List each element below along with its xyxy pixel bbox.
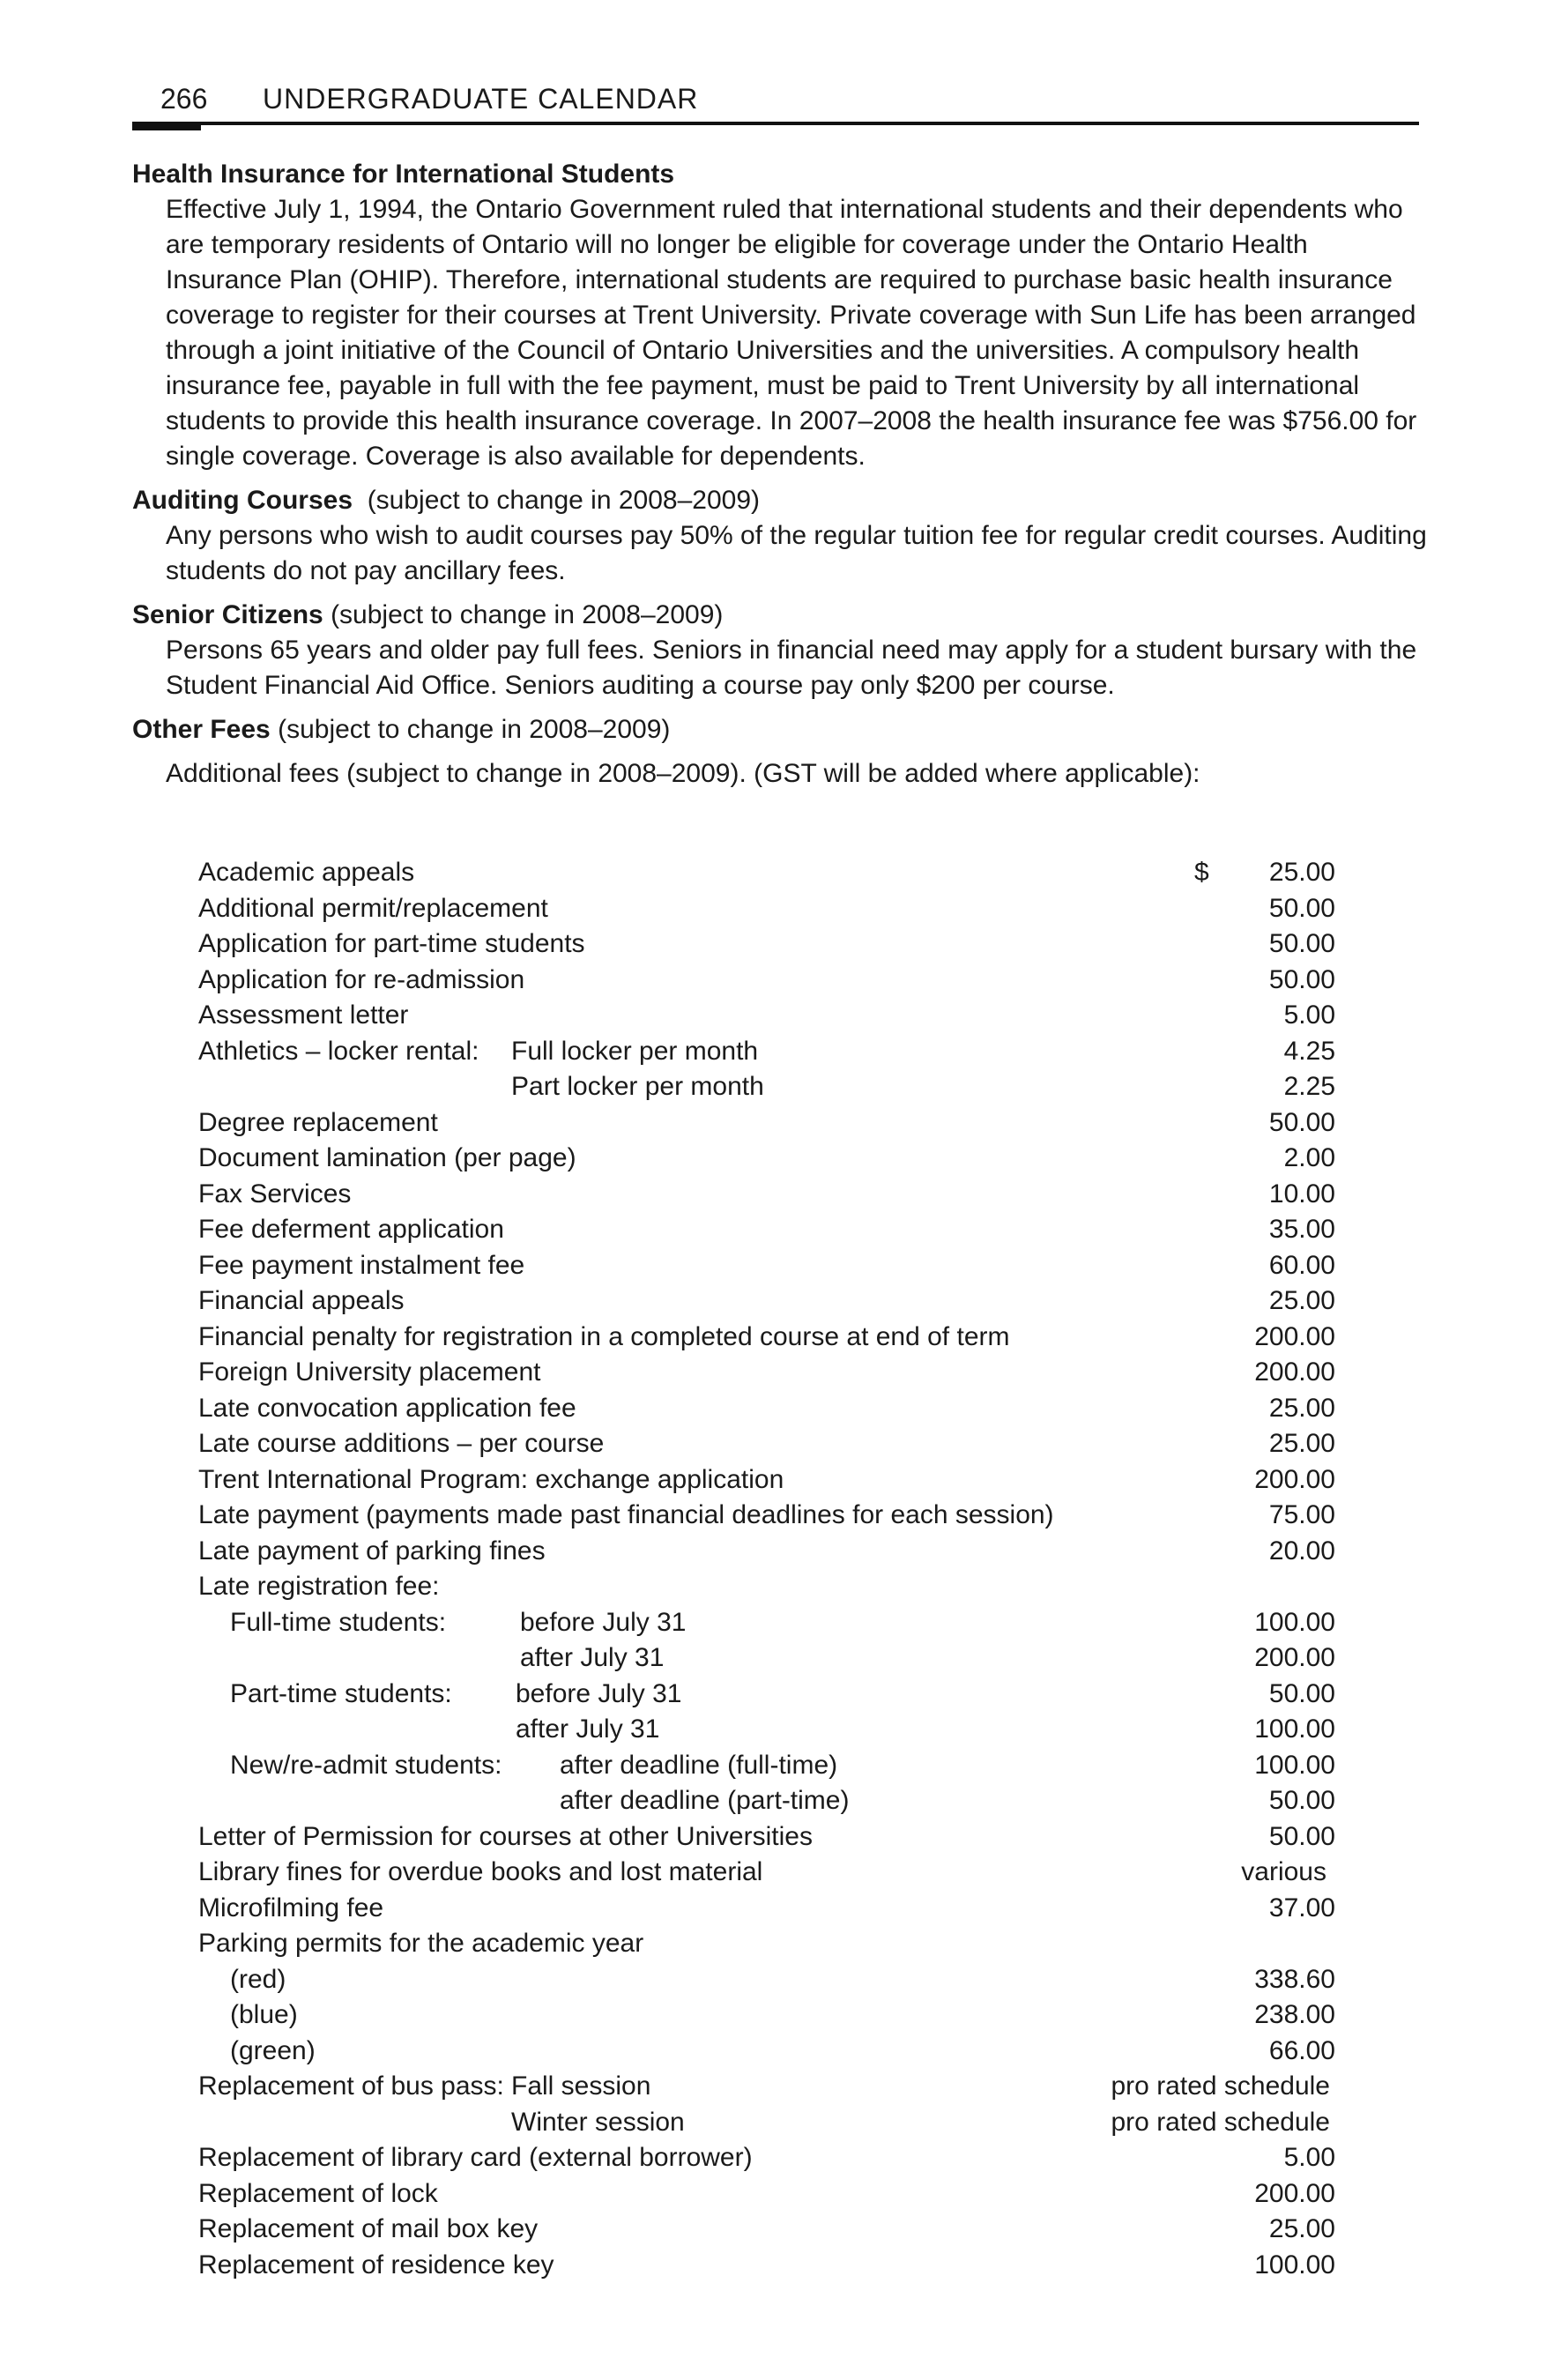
fee-row <box>198 891 1335 927</box>
fee-row <box>198 2034 1335 2070</box>
fee-sublabel: after July 31 <box>520 1643 665 1672</box>
fee-label: Late convocation application fee <box>198 1393 576 1423</box>
fee-row <box>198 1034 1335 1070</box>
fee-amount: 100.00 <box>1254 2250 1335 2280</box>
fee-row <box>198 1426 1335 1462</box>
fee-label: Replacement of library card (external borrower) <box>198 2143 753 2172</box>
fee-amount: 100.00 <box>1254 1607 1335 1637</box>
fee-row <box>198 1248 1335 1284</box>
fee-row <box>198 1498 1335 1534</box>
fee-label: Letter of Permission for courses at other Universities <box>198 1821 813 1851</box>
fee-amount: 25.00 <box>1268 1429 1335 1458</box>
fee-sublabel: Winter session <box>511 2107 685 2137</box>
fee-row <box>198 2248 1335 2284</box>
fee-label: (blue) <box>230 2000 298 2029</box>
fee-amount: 25.00 <box>1268 858 1335 887</box>
fee-row <box>198 1748 1335 1784</box>
fee-row <box>198 1462 1335 1499</box>
section-heading: Auditing Courses (subject to change in 2008–2009) <box>132 486 761 515</box>
fee-amount: 25.00 <box>1268 1393 1335 1423</box>
fee-amount: various <box>1241 1857 1326 1886</box>
header-tab-mark <box>132 122 201 130</box>
fee-amount: 5.00 <box>1283 1000 1335 1030</box>
fee-label: Assessment letter <box>198 1000 409 1030</box>
fee-label: Fax Services <box>198 1179 352 1209</box>
fee-amount: 2.00 <box>1283 1143 1335 1172</box>
fee-label: Replacement of lock <box>198 2178 438 2208</box>
section-senior-citizens <box>132 598 1428 703</box>
fee-label: New/re-admit students: <box>230 1750 502 1780</box>
fee-label: Document lamination (per page) <box>198 1143 576 1172</box>
fee-label: Trent International Program: exchange application <box>198 1464 784 1494</box>
section-body: Effective July 1, 1994, the Ontario Government ruled that international students and their dependents who are temporary residents of Ontario will no longer be eligible for coverage under the Ontario Health Insurance Plan (OHIP). Therefore, international students are required to purchase basic health insurance coverage to register for their courses at Trent University. Private coverage with Sun Life has been arranged through a joint initiative of the Council of Ontario Universities and the universities. A compulsory health insurance fee, payable in full with the fee payment, must be paid to Trent University by all international students to provide this health insurance coverage. In 2007–2008 the health insurance fee was $756.00 for single coverage. Coverage is also available for dependents. <box>166 195 1417 471</box>
section-heading: Other Fees (subject to change in 2008–2009) <box>132 715 671 744</box>
fee-amount: 60.00 <box>1268 1250 1335 1280</box>
fee-amount: 50.00 <box>1268 964 1335 994</box>
fee-amount: 338.60 <box>1254 1964 1335 1994</box>
fee-row <box>198 1997 1335 2034</box>
fee-label: Full-time students: <box>230 1607 447 1637</box>
fee-row <box>198 926 1335 963</box>
fee-amount: 2.25 <box>1283 1072 1335 1101</box>
section-heading: Health Insurance for International Students <box>132 160 675 189</box>
fee-amount: 66.00 <box>1268 2035 1335 2065</box>
fee-amount: 50.00 <box>1268 1821 1335 1851</box>
fee-row <box>198 1105 1335 1142</box>
fee-amount: 50.00 <box>1268 1678 1335 1708</box>
fee-row <box>198 2069 1335 2105</box>
fee-label: Fee payment instalment fee <box>198 1250 525 1280</box>
fee-row <box>198 855 1335 891</box>
fee-label: Financial penalty for registration in a completed course at end of term <box>198 1321 1010 1351</box>
fee-label: Part-time students: <box>230 1678 452 1708</box>
fee-sublabel: Full locker per month <box>511 1036 759 1066</box>
fee-row <box>198 998 1335 1034</box>
fee-amount: 25.00 <box>1268 2214 1335 2243</box>
section-body: Persons 65 years and older pay full fees. Seniors in financial need may apply for a student bursary with the Student Financial Aid Office. Seniors auditing a course pay only $200 per course. <box>166 636 1417 700</box>
fee-row <box>198 1926 1335 1962</box>
fee-row <box>198 2105 1335 2141</box>
fee-row <box>198 963 1335 999</box>
fee-sublabel: Part locker per month <box>511 1072 764 1101</box>
fee-amount: 200.00 <box>1254 1464 1335 1494</box>
fee-row <box>198 1283 1335 1320</box>
fee-amount: 20.00 <box>1268 1536 1335 1566</box>
fee-row <box>198 1534 1335 1570</box>
fee-amount: 200.00 <box>1254 1357 1335 1387</box>
fee-row <box>198 1855 1335 1891</box>
fee-amount: 50.00 <box>1268 1786 1335 1815</box>
fee-amount: 35.00 <box>1268 1215 1335 1244</box>
fee-amount: 5.00 <box>1283 2143 1335 2172</box>
fee-label: Application for part-time students <box>198 929 585 958</box>
fee-sublabel: after deadline (full-time) <box>560 1750 838 1780</box>
section-other-fees <box>132 712 1428 792</box>
fee-sublabel: after July 31 <box>516 1714 660 1744</box>
section-note: (subject to change in 2008–2009) <box>278 715 671 744</box>
running-title: UNDERGRADUATE CALENDAR <box>263 83 699 115</box>
fee-sublabel: before July 31 <box>520 1607 687 1637</box>
fee-amount: pro rated schedule <box>1111 2107 1330 2137</box>
currency-symbol: $ <box>1194 858 1209 887</box>
fee-amount: 37.00 <box>1268 1893 1335 1923</box>
fee-label: Financial appeals <box>198 1286 405 1315</box>
fee-sublabel: Fall session <box>511 2071 651 2101</box>
fee-label: Replacement of mail box key <box>198 2214 539 2243</box>
fee-amount: 200.00 <box>1254 1643 1335 1672</box>
section-auditing-courses <box>132 483 1428 589</box>
fee-row <box>198 1819 1335 1856</box>
fee-row <box>198 1391 1335 1427</box>
running-header <box>132 78 1419 129</box>
fee-label: Late course additions – per course <box>198 1429 605 1458</box>
fee-label: (green) <box>230 2035 316 2065</box>
fee-label: Degree replacement <box>198 1107 438 1137</box>
fee-row <box>198 2176 1335 2213</box>
fee-row <box>198 1712 1335 1748</box>
fee-row <box>198 2212 1335 2248</box>
fee-row <box>198 1677 1335 1713</box>
fee-label: Late payment of parking fines <box>198 1536 546 1566</box>
section-note: (subject to change in 2008–2009) <box>367 486 761 515</box>
fee-table <box>198 855 1335 2283</box>
fee-amount: 200.00 <box>1254 1321 1335 1351</box>
fee-amount: 10.00 <box>1268 1179 1335 1209</box>
fee-label: Replacement of bus pass: <box>198 2071 504 2101</box>
fee-row <box>198 2140 1335 2176</box>
fee-amount: 4.25 <box>1283 1036 1335 1066</box>
fee-label: Late registration fee: <box>198 1572 440 1601</box>
fee-row <box>198 1962 1335 1998</box>
page-number: 266 <box>160 83 208 115</box>
fee-amount: 50.00 <box>1268 929 1335 958</box>
section-heading: Senior Citizens (subject to change in 2008–2009) <box>132 600 724 629</box>
fee-amount: 200.00 <box>1254 2178 1335 2208</box>
fee-label: Additional permit/replacement <box>198 893 548 923</box>
fee-amount: 100.00 <box>1254 1714 1335 1744</box>
fee-amount: pro rated schedule <box>1111 2071 1330 2101</box>
fee-row <box>198 1605 1335 1641</box>
fee-row <box>198 1783 1335 1819</box>
fee-label: Library fines for overdue books and lost material <box>198 1857 763 1886</box>
fee-amount: 25.00 <box>1268 1286 1335 1315</box>
fee-row <box>198 1141 1335 1177</box>
fee-row <box>198 1320 1335 1356</box>
fee-label: Foreign University placement <box>198 1357 541 1387</box>
fee-row <box>198 1069 1335 1105</box>
fee-label: Academic appeals <box>198 858 415 887</box>
page-content <box>132 157 1428 800</box>
fee-row <box>198 1212 1335 1248</box>
header-rule <box>132 122 1419 125</box>
fee-row <box>198 1569 1335 1605</box>
fee-label: Fee deferment application <box>198 1215 504 1244</box>
fee-sublabel: after deadline (part-time) <box>560 1786 850 1815</box>
fee-label: Microfilming fee <box>198 1893 384 1923</box>
fee-row <box>198 1355 1335 1391</box>
fee-amount: 50.00 <box>1268 1107 1335 1137</box>
fee-label: Replacement of residence key <box>198 2250 554 2280</box>
fee-label: Application for re-admission <box>198 964 525 994</box>
section-health-insurance <box>132 157 1428 474</box>
fee-label: (red) <box>230 1964 286 1994</box>
fee-amount: 50.00 <box>1268 893 1335 923</box>
fee-row <box>198 1640 1335 1677</box>
section-note: (subject to change in 2008–2009) <box>331 600 724 629</box>
fee-label: Parking permits for the academic year <box>198 1929 644 1958</box>
fee-row <box>198 1891 1335 1927</box>
fee-amount: 100.00 <box>1254 1750 1335 1780</box>
fee-amount: 238.00 <box>1254 2000 1335 2029</box>
fee-label: Athletics – locker rental: <box>198 1036 479 1066</box>
fee-sublabel: before July 31 <box>516 1678 682 1708</box>
fee-label: Late payment (payments made past financial deadlines for each session) <box>198 1500 1054 1529</box>
section-body: Any persons who wish to audit courses pay 50% of the regular tuition fee for regular credit courses. Auditing students do not pay ancillary fees. <box>166 521 1427 585</box>
fee-amount: 75.00 <box>1268 1500 1335 1529</box>
fee-row <box>198 1177 1335 1213</box>
section-body: Additional fees (subject to change in 2008–2009). (GST will be added where applicable): <box>166 759 1200 788</box>
